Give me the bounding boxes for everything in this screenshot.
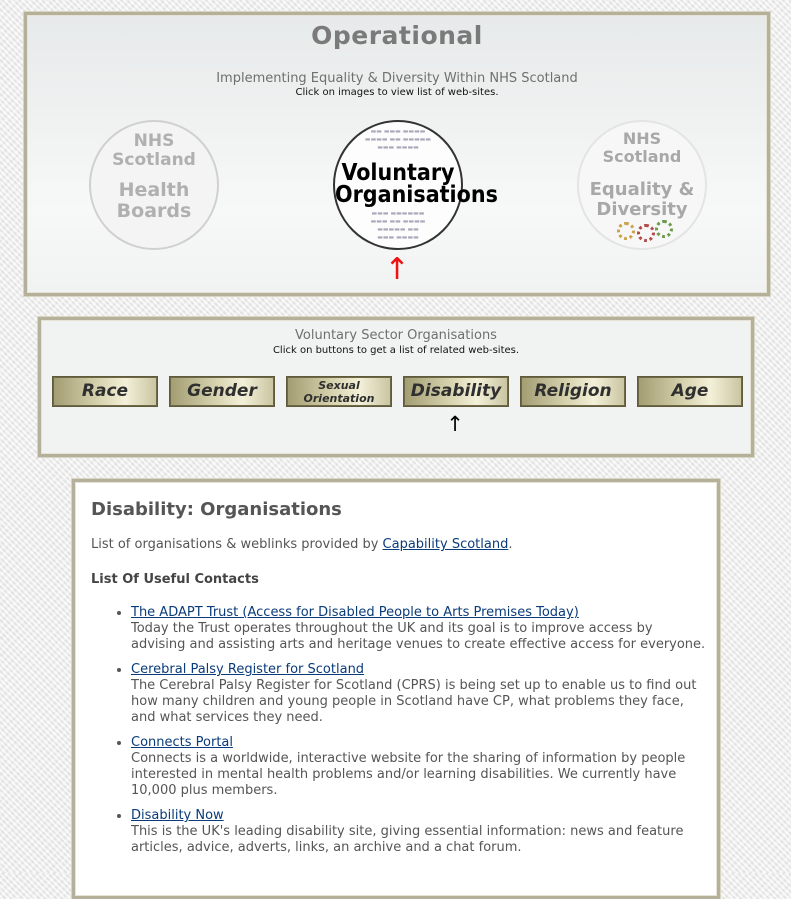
list-item (131, 808, 709, 856)
gear-icon (637, 224, 655, 242)
org-link-cerebral-palsy-register[interactable]: Cerebral Palsy Register for Scotland (131, 662, 365, 677)
age-button[interactable]: Age (637, 376, 743, 407)
circle-boards-label-2: Health Boards (116, 179, 192, 222)
operational-panel (24, 12, 770, 296)
selected-indicator-arrow: ↑ (384, 252, 410, 287)
org-description: Connects is a worldwide, interactive website for the sharing of information by people interested in mental health problems and/or learning disabilities. We currently have 10,000 plus members. (131, 751, 686, 798)
circle-voluntary-label: Voluntary Organisations (335, 160, 498, 208)
circle-equality-label-1: NHS Scotland (602, 129, 682, 166)
religion-button[interactable]: Religion (520, 376, 626, 407)
content-panel (72, 479, 720, 899)
list-item (131, 662, 709, 726)
content-title: Disability: Organisations (91, 499, 342, 520)
circle-boards-label-1: NHS Scotland (112, 131, 196, 170)
disability-button[interactable]: Disability (403, 376, 509, 407)
image-hint: Click on images to view list of web-sites. (295, 87, 499, 98)
intro-prefix: List of organisations & weblinks provided by (91, 537, 383, 552)
list-item (131, 605, 709, 653)
selected-button-arrow: ↑ (446, 412, 464, 436)
org-link-connects-portal[interactable]: Connects Portal (131, 735, 234, 750)
page-subtitle: Implementing Equality & Diversity Within NHS Scotland (216, 71, 578, 86)
nhs-health-boards-image[interactable] (89, 120, 219, 250)
gender-button[interactable]: Gender (169, 376, 275, 407)
org-description: Today the Trust operates throughout the UK and its goal is to improve access by advising and assisting arts and heritage venues to create effective access for everyone. (131, 621, 706, 652)
intro-text (91, 537, 717, 552)
org-link-disability-now[interactable]: Disability Now (131, 808, 224, 823)
gear-icon (617, 222, 635, 240)
sexual-orientation-button[interactable]: Sexual Orientation (286, 376, 392, 407)
page-title: Operational (311, 21, 483, 50)
org-description: This is the UK's leading disability site, giving essential information: news and feature articles, advice, adverts, links, an archive and a chat forum. (131, 824, 684, 855)
voluntary-sector-panel (38, 317, 754, 457)
race-button[interactable]: Race (52, 376, 158, 407)
circle-equality-label-2: Equality & Diversity (589, 179, 695, 220)
contacts-heading: List Of Useful Contacts (91, 572, 259, 587)
nhs-equality-diversity-image[interactable] (577, 120, 707, 250)
org-description: The Cerebral Palsy Register for Scotland (CPRS) is being set up to enable us to find out how many children and young people in Scotland have CP, what problems they face, and what services they need. (131, 678, 697, 725)
circle-decoration: ▬▬▬ ▬▬▬▬▬▬ ▬▬▬ ▬▬ ▬▬▬▬ ▬▬▬▬▬ ▬▬ ▬▬▬ ▬▬▬▬ (370, 210, 426, 241)
org-link-adapt-trust[interactable]: The ADAPT Trust (Access for Disabled People to Arts Premises Today) (131, 605, 579, 620)
sector-hint: Click on buttons to get a list of related web-sites. (272, 345, 520, 356)
voluntary-organisations-image[interactable] (333, 120, 498, 250)
capability-scotland-link[interactable]: Capability Scotland (382, 537, 509, 552)
list-item (131, 735, 709, 799)
sector-title: Voluntary Sector Organisations (295, 328, 497, 343)
intro-suffix: . (508, 537, 513, 552)
circle-decoration: ▬▬ ▬▬▬ ▬▬▬▬ ▬▬▬▬ ▬▬ ▬▬▬▬▬ ▬▬▬ ▬▬▬▬ (364, 128, 432, 151)
gear-icon (655, 220, 673, 238)
organisation-list (91, 605, 709, 856)
